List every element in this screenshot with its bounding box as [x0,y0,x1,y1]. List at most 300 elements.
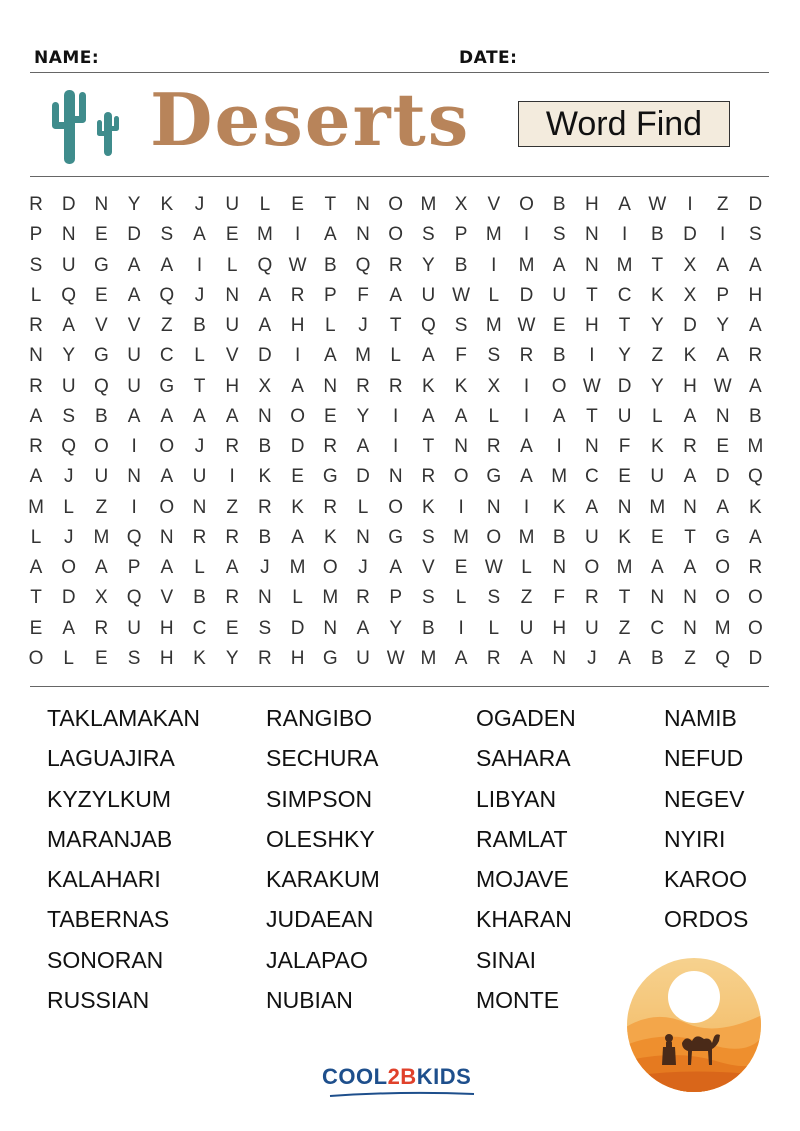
grid-letter[interactable]: B [95,405,108,427]
grid-letter[interactable]: Q [257,254,273,276]
grid-letter[interactable]: N [356,194,370,215]
grid-letter[interactable]: N [585,436,599,457]
grid-letter[interactable]: N [683,587,697,609]
grid-letter[interactable]: G [322,647,338,669]
grid-letter[interactable]: O [159,436,175,457]
grid-letter[interactable]: R [29,436,43,457]
grid-letter[interactable]: A [552,405,566,427]
grid-letter[interactable]: Y [389,617,403,639]
grid-letter[interactable]: N [127,466,141,488]
grid-letter[interactable]: I [131,436,137,457]
grid-letter[interactable]: J [194,194,205,215]
grid-letter[interactable]: H [290,647,305,669]
grid-letter[interactable]: U [94,466,109,488]
grid-letter[interactable]: Y [356,405,370,427]
grid-letter[interactable]: L [63,647,74,669]
grid-letter[interactable]: N [486,496,501,518]
grid-letter[interactable]: R [585,587,599,609]
grid-letter[interactable]: W [386,647,405,669]
grid-letter[interactable]: L [194,557,205,578]
grid-letter[interactable]: N [356,224,370,246]
grid-letter[interactable]: A [62,617,76,639]
grid-letter[interactable]: M [28,496,44,518]
grid-letter[interactable]: M [485,315,502,336]
grid-letter[interactable]: H [159,647,174,669]
grid-letter[interactable]: D [617,375,632,397]
grid-letter[interactable]: B [454,254,468,276]
grid-letter[interactable]: U [61,254,76,276]
grid-letter[interactable]: F [553,587,565,609]
grid-letter[interactable]: R [323,436,338,457]
grid-letter[interactable]: U [421,284,436,306]
grid-letter[interactable]: V [127,315,141,336]
grid-letter[interactable]: T [684,526,696,548]
grid-letter[interactable]: O [388,194,404,215]
grid-letter[interactable]: A [683,466,697,488]
grid-letter[interactable]: A [454,647,468,669]
grid-letter[interactable]: T [30,587,42,609]
grid-letter[interactable]: U [192,466,207,488]
grid-letter[interactable]: N [225,284,240,306]
grid-letter[interactable]: R [388,375,403,397]
grid-letter[interactable]: G [486,466,502,488]
grid-letter[interactable]: N [617,496,632,518]
grid-letter[interactable]: U [127,375,141,397]
grid-letter[interactable]: D [61,587,76,609]
grid-letter[interactable]: T [618,587,631,609]
grid-letter[interactable]: Z [651,345,664,367]
grid-letter[interactable]: E [225,224,239,246]
grid-letter[interactable]: K [650,436,664,457]
grid-letter[interactable]: Q [748,466,763,488]
grid-letter[interactable]: A [716,496,730,518]
grid-letter[interactable]: N [323,617,338,639]
grid-letter[interactable]: A [160,557,174,578]
grid-letter[interactable]: I [131,496,137,518]
grid-letter[interactable]: N [454,436,468,457]
grid-letter[interactable]: L [63,496,74,518]
grid-letter[interactable]: C [192,617,207,639]
grid-letter[interactable]: I [458,617,464,639]
grid-letter[interactable]: S [160,224,174,246]
grid-letter[interactable]: U [552,284,567,306]
grid-letter[interactable]: N [683,617,697,639]
grid-letter[interactable]: O [584,557,600,578]
grid-letter[interactable]: H [585,315,599,336]
grid-letter[interactable]: K [422,496,435,518]
grid-letter[interactable]: B [552,526,566,548]
grid-letter[interactable]: A [323,345,337,367]
grid-letter[interactable]: U [225,315,240,336]
grid-letter[interactable]: L [194,345,205,367]
grid-letter[interactable]: A [749,254,762,276]
grid-letter[interactable]: N [552,647,567,669]
grid-letter[interactable]: V [95,315,108,336]
grid-letter[interactable]: I [621,224,628,246]
grid-letter[interactable]: A [356,617,370,639]
grid-letter[interactable]: Z [95,496,108,518]
grid-letter[interactable]: A [323,224,337,246]
grid-letter[interactable]: G [388,526,404,548]
grid-letter[interactable]: S [487,587,501,609]
grid-letter[interactable]: R [29,194,43,215]
grid-letter[interactable]: A [683,405,697,427]
grid-letter[interactable]: N [258,587,272,609]
grid-letter[interactable]: N [585,224,599,246]
grid-letter[interactable]: R [225,526,240,548]
grid-letter[interactable]: Y [127,194,141,215]
grid-letter[interactable]: Y [650,375,664,397]
grid-letter[interactable]: R [323,496,338,518]
grid-letter[interactable]: B [552,345,566,367]
grid-letter[interactable]: N [323,375,338,397]
grid-letter[interactable]: R [356,375,370,397]
grid-letter[interactable]: N [192,496,207,518]
grid-letter[interactable]: L [226,254,238,276]
grid-letter[interactable]: L [521,557,532,578]
grid-letter[interactable]: S [422,587,435,609]
grid-letter[interactable]: E [225,617,239,639]
grid-letter[interactable]: M [649,496,666,518]
grid-letter[interactable]: H [748,284,763,306]
grid-letter[interactable]: I [589,345,595,367]
grid-letter[interactable]: F [357,284,369,306]
grid-letter[interactable]: U [356,647,370,669]
grid-letter[interactable]: Z [684,647,696,669]
grid-letter[interactable]: R [519,345,534,367]
grid-letter[interactable]: E [716,436,730,457]
grid-letter[interactable]: A [160,466,174,488]
grid-letter[interactable]: U [61,375,76,397]
grid-letter[interactable]: Q [126,587,142,609]
grid-letter[interactable]: T [586,405,598,427]
grid-letter[interactable]: O [486,526,502,548]
grid-letter[interactable]: A [225,557,239,578]
grid-letter[interactable]: G [94,345,109,367]
grid-letter[interactable]: O [388,496,404,518]
grid-letter[interactable]: S [29,254,43,276]
grid-letter[interactable]: N [388,466,403,488]
grid-letter[interactable]: U [650,466,665,488]
grid-letter[interactable]: E [291,194,304,215]
grid-letter[interactable]: X [487,375,501,397]
grid-letter[interactable]: W [517,315,536,336]
grid-letter[interactable]: T [324,194,337,215]
grid-letter[interactable]: N [159,526,174,548]
grid-letter[interactable]: M [551,466,568,488]
grid-letter[interactable]: S [552,224,566,246]
grid-letter[interactable]: E [650,526,664,548]
grid-letter[interactable]: I [687,194,693,215]
grid-letter[interactable]: B [258,526,272,548]
grid-letter[interactable]: N [61,224,76,246]
grid-letter[interactable]: R [225,587,240,609]
grid-letter[interactable]: R [748,345,763,367]
grid-letter[interactable]: A [389,284,403,306]
grid-letter[interactable]: A [618,194,631,215]
grid-letter[interactable]: A [258,315,272,336]
grid-letter[interactable]: X [683,254,697,276]
grid-letter[interactable]: D [356,466,370,488]
grid-letter[interactable]: I [523,496,530,518]
grid-letter[interactable]: L [488,284,500,306]
grid-letter[interactable]: N [552,557,567,578]
grid-letter[interactable]: W [452,284,471,306]
grid-letter[interactable]: M [289,557,306,578]
grid-letter[interactable]: T [618,315,631,336]
grid-letter[interactable]: X [683,284,697,306]
grid-letter[interactable]: V [422,557,435,578]
grid-letter[interactable]: A [618,647,631,669]
grid-letter[interactable]: W [288,254,307,276]
grid-letter[interactable]: F [455,345,467,367]
grid-letter[interactable]: M [747,436,764,457]
grid-letter[interactable]: Q [355,254,371,276]
grid-letter[interactable]: E [29,617,43,639]
grid-letter[interactable]: Q [159,284,175,306]
grid-letter[interactable]: D [127,224,141,246]
grid-letter[interactable]: A [422,405,435,427]
grid-letter[interactable]: K [323,526,337,548]
grid-letter[interactable]: B [258,436,272,457]
grid-letter[interactable]: M [616,254,633,276]
grid-letter[interactable]: R [258,647,272,669]
grid-letter[interactable]: O [519,194,534,215]
grid-letter[interactable]: O [453,466,469,488]
grid-letter[interactable]: A [552,254,566,276]
grid-letter[interactable]: M [420,647,437,669]
grid-letter[interactable]: H [683,375,697,397]
grid-letter[interactable]: A [650,557,664,578]
grid-letter[interactable]: R [29,315,43,336]
grid-letter[interactable]: A [389,557,403,578]
grid-letter[interactable]: K [422,375,435,397]
grid-letter[interactable]: I [523,405,530,427]
grid-letter[interactable]: Q [421,315,436,336]
grid-letter[interactable]: E [95,224,108,246]
grid-letter[interactable]: L [652,405,663,427]
grid-letter[interactable]: A [160,405,174,427]
grid-letter[interactable]: R [356,587,370,609]
grid-letter[interactable]: Q [94,375,109,397]
grid-letter[interactable]: R [683,436,697,457]
grid-letter[interactable]: A [749,315,762,336]
grid-letter[interactable]: A [29,405,43,427]
grid-letter[interactable]: A [127,284,141,306]
grid-letter[interactable]: G [715,526,731,548]
grid-letter[interactable]: I [393,436,399,457]
grid-letter[interactable]: J [358,557,368,578]
grid-letter[interactable]: L [488,405,500,427]
grid-letter[interactable]: N [683,496,697,518]
grid-letter[interactable]: R [94,617,109,639]
grid-letter[interactable]: A [749,526,762,548]
grid-letter[interactable]: P [323,284,337,306]
grid-letter[interactable]: E [552,315,566,336]
grid-letter[interactable]: Y [422,254,435,276]
grid-letter[interactable]: N [356,526,370,548]
grid-letter[interactable]: S [422,526,435,548]
grid-letter[interactable]: M [714,617,731,639]
grid-letter[interactable]: N [29,345,43,367]
grid-letter[interactable]: I [458,496,464,518]
grid-letter[interactable]: R [225,436,240,457]
grid-letter[interactable]: B [552,194,566,215]
grid-letter[interactable]: M [485,224,502,246]
grid-letter[interactable]: B [749,405,762,427]
grid-letter[interactable]: M [453,526,469,548]
grid-letter[interactable]: M [518,526,535,548]
grid-letter[interactable]: Y [650,315,664,336]
grid-letter[interactable]: D [715,466,730,488]
grid-letter[interactable]: A [520,436,533,457]
grid-letter[interactable]: Z [716,194,729,215]
grid-letter[interactable]: N [585,254,599,276]
grid-letter[interactable]: A [683,557,697,578]
grid-letter[interactable]: H [552,617,567,639]
grid-letter[interactable]: B [650,224,664,246]
grid-letter[interactable]: I [556,436,562,457]
grid-letter[interactable]: B [650,647,664,669]
grid-letter[interactable]: E [323,405,337,427]
grid-letter[interactable]: Y [225,647,239,669]
grid-letter[interactable]: H [290,315,305,336]
grid-letter[interactable]: A [291,375,304,397]
grid-letter[interactable]: D [683,315,697,336]
grid-letter[interactable]: T [651,254,664,276]
grid-letter[interactable]: A [225,405,239,427]
grid-letter[interactable]: V [487,194,501,215]
grid-letter[interactable]: Q [61,284,77,306]
grid-letter[interactable]: A [716,254,730,276]
grid-letter[interactable]: H [585,194,599,215]
grid-letter[interactable]: U [519,617,534,639]
grid-letter[interactable]: M [322,587,339,609]
grid-letter[interactable]: O [748,587,763,609]
grid-letter[interactable]: J [358,315,368,336]
grid-letter[interactable]: L [390,345,401,367]
grid-letter[interactable]: U [127,345,141,367]
grid-letter[interactable]: T [389,315,402,336]
grid-letter[interactable]: R [192,526,207,548]
grid-letter[interactable]: K [552,496,566,518]
grid-letter[interactable]: C [585,466,599,488]
grid-letter[interactable]: D [748,647,763,669]
grid-letter[interactable]: P [389,587,403,609]
grid-letter[interactable]: H [225,375,240,397]
grid-letter[interactable]: K [193,647,206,669]
grid-letter[interactable]: U [585,526,599,548]
grid-letter[interactable]: X [258,375,272,397]
grid-letter[interactable]: A [127,405,141,427]
grid-letter[interactable]: K [650,284,664,306]
grid-letter[interactable]: S [487,345,501,367]
grid-letter[interactable]: L [30,526,42,548]
grid-letter[interactable]: D [290,436,305,457]
grid-letter[interactable]: E [291,466,304,488]
grid-letter[interactable]: E [618,466,631,488]
grid-letter[interactable]: R [486,436,501,457]
grid-letter[interactable]: X [95,587,108,609]
grid-letter[interactable]: M [256,224,273,246]
grid-letter[interactable]: J [194,284,205,306]
grid-letter[interactable]: N [650,587,665,609]
grid-letter[interactable]: A [95,557,108,578]
grid-letter[interactable]: N [258,405,272,427]
grid-letter[interactable]: V [225,345,239,367]
grid-letter[interactable]: K [454,375,468,397]
grid-letter[interactable]: B [193,315,206,336]
grid-letter[interactable]: Z [520,587,533,609]
grid-letter[interactable]: B [422,617,435,639]
grid-letter[interactable]: O [61,557,77,578]
grid-letter[interactable]: A [193,224,206,246]
grid-letter[interactable]: T [422,436,435,457]
grid-letter[interactable]: M [93,526,110,548]
grid-letter[interactable]: L [488,617,500,639]
grid-letter[interactable]: Y [618,345,631,367]
grid-letter[interactable]: R [29,375,43,397]
grid-letter[interactable]: O [322,557,338,578]
grid-letter[interactable]: L [30,284,42,306]
grid-letter[interactable]: O [388,224,404,246]
grid-letter[interactable]: D [258,345,272,367]
grid-letter[interactable]: O [290,405,305,427]
grid-letter[interactable]: K [618,526,631,548]
grid-letter[interactable]: A [356,436,370,457]
grid-letter[interactable]: C [159,345,174,367]
grid-letter[interactable]: R [486,647,501,669]
grid-letter[interactable]: I [294,345,301,367]
grid-letter[interactable]: J [63,466,74,488]
grid-letter[interactable]: P [127,557,141,578]
grid-letter[interactable]: G [159,375,175,397]
grid-letter[interactable]: E [454,557,468,578]
grid-letter[interactable]: U [127,617,141,639]
grid-letter[interactable]: P [454,224,468,246]
grid-letter[interactable]: A [193,405,206,427]
grid-letter[interactable]: A [422,345,435,367]
grid-letter[interactable]: J [587,647,597,669]
grid-letter[interactable]: R [748,557,763,578]
grid-letter[interactable]: D [519,284,534,306]
grid-letter[interactable]: D [748,194,763,215]
grid-letter[interactable]: A [749,375,762,397]
grid-letter[interactable]: L [325,315,336,336]
grid-letter[interactable]: K [160,194,174,215]
grid-letter[interactable]: L [357,496,369,518]
grid-letter[interactable]: R [290,284,305,306]
grid-letter[interactable]: A [62,315,76,336]
grid-letter[interactable]: Z [160,315,173,336]
grid-letter[interactable]: O [159,496,175,518]
grid-letter[interactable]: O [748,617,763,639]
grid-letter[interactable]: A [258,284,272,306]
grid-letter[interactable]: T [193,375,206,397]
grid-letter[interactable]: I [294,224,301,246]
grid-letter[interactable]: M [420,194,437,215]
grid-letter[interactable]: A [291,526,304,548]
grid-letter[interactable]: M [518,254,535,276]
grid-letter[interactable]: S [258,617,272,639]
grid-letter[interactable]: G [94,254,109,276]
grid-letter[interactable]: K [683,345,697,367]
grid-letter[interactable]: L [259,194,271,215]
grid-letter[interactable]: I [491,254,497,276]
grid-letter[interactable]: I [523,375,530,397]
grid-letter[interactable]: M [355,345,371,367]
grid-letter[interactable]: A [520,466,533,488]
